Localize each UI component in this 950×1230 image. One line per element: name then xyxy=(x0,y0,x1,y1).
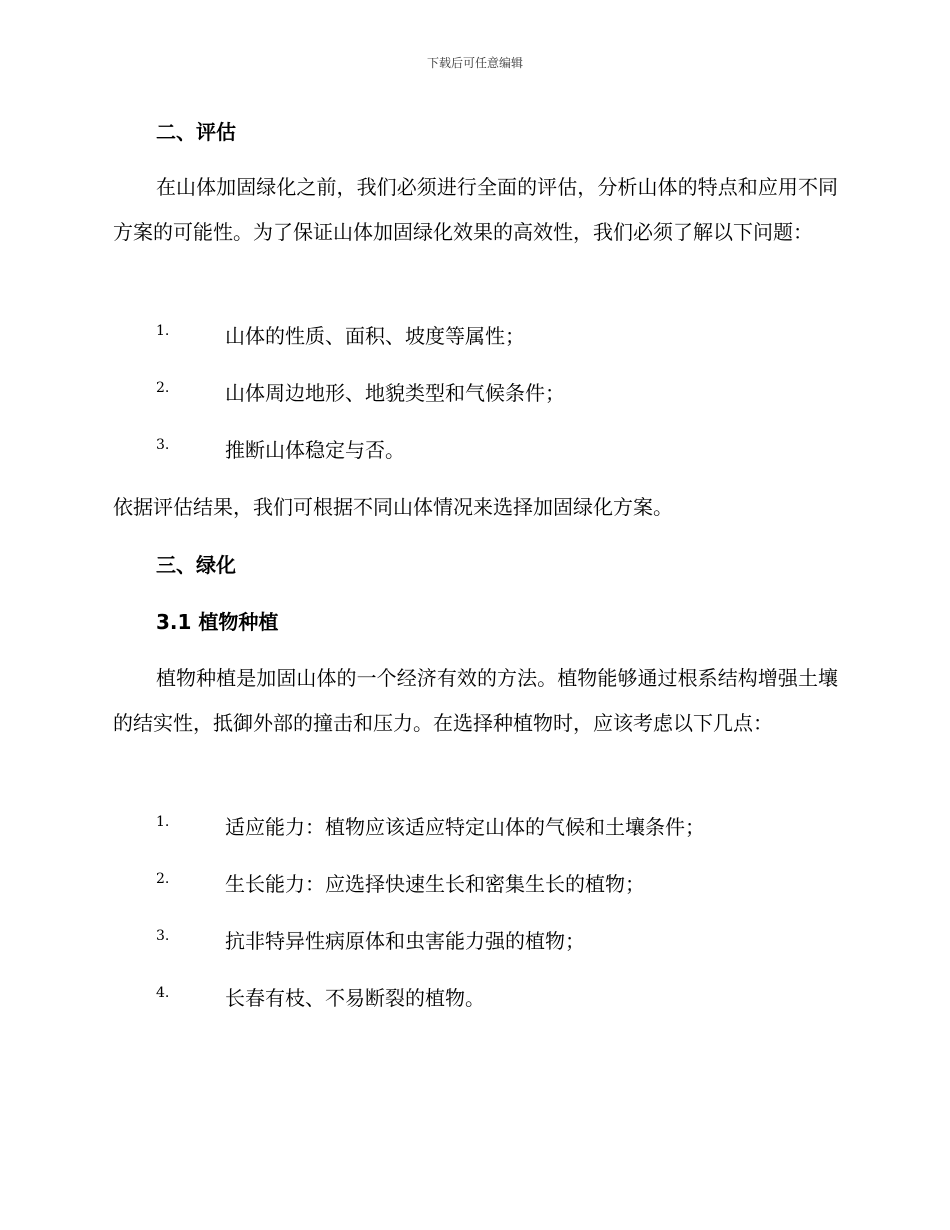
list-item xyxy=(156,982,836,1012)
list-text: 适应能力：植物应该适应特定山体的气候和土壤条件； xyxy=(225,815,705,839)
list-number: 1. xyxy=(156,814,170,830)
list-text: 抗非特异性病原体和虫害能力强的植物； xyxy=(225,929,585,953)
list-text: 生长能力：应选择快速生长和密集生长的植物； xyxy=(225,872,645,896)
list-number: 1. xyxy=(156,323,170,339)
list-number: 2. xyxy=(156,871,170,887)
list-item xyxy=(156,868,836,898)
list-text: 山体的性质、面积、坡度等属性； xyxy=(225,324,525,348)
list-text: 长春有枝、不易断裂的植物。 xyxy=(225,986,485,1010)
list-number: 3. xyxy=(156,928,170,944)
section-three-title: 三、绿化 xyxy=(156,553,236,577)
list-text: 推断山体稳定与否。 xyxy=(225,438,405,462)
list-text: 山体周边地形、地貌类型和气候条件； xyxy=(225,381,565,405)
list-item xyxy=(156,434,836,464)
page-header: 下载后可任意编辑 xyxy=(426,56,523,70)
list-item xyxy=(156,320,836,350)
list-item xyxy=(156,811,836,841)
section-two-intro: 在山体加固绿化之前，我们必须进行全面的评估，分析山体的特点和应用不同方案的可能性。为了保证山体加固绿化效果的高效性，我们必须了解以下问题： xyxy=(113,175,838,244)
subsection-intro: 植物种植是加固山体的一个经济有效的方法。植物能够通过根系结构增强土壤的结实性，抵御外部的撞击和压力。在选择种植物时，应该考虑以下几点： xyxy=(113,666,838,735)
section-two-conclusion: 依据评估结果，我们可根据不同山体情况来选择加固绿化方案。 xyxy=(113,495,673,519)
list-number: 2. xyxy=(156,380,170,396)
subsection-title: 3.1 植物种植 xyxy=(156,610,279,634)
section-two-title: 二、评估 xyxy=(156,120,236,144)
list-number: 4. xyxy=(156,985,170,1001)
list-item xyxy=(156,925,836,955)
list-number: 3. xyxy=(156,437,170,453)
list-item xyxy=(156,377,836,407)
